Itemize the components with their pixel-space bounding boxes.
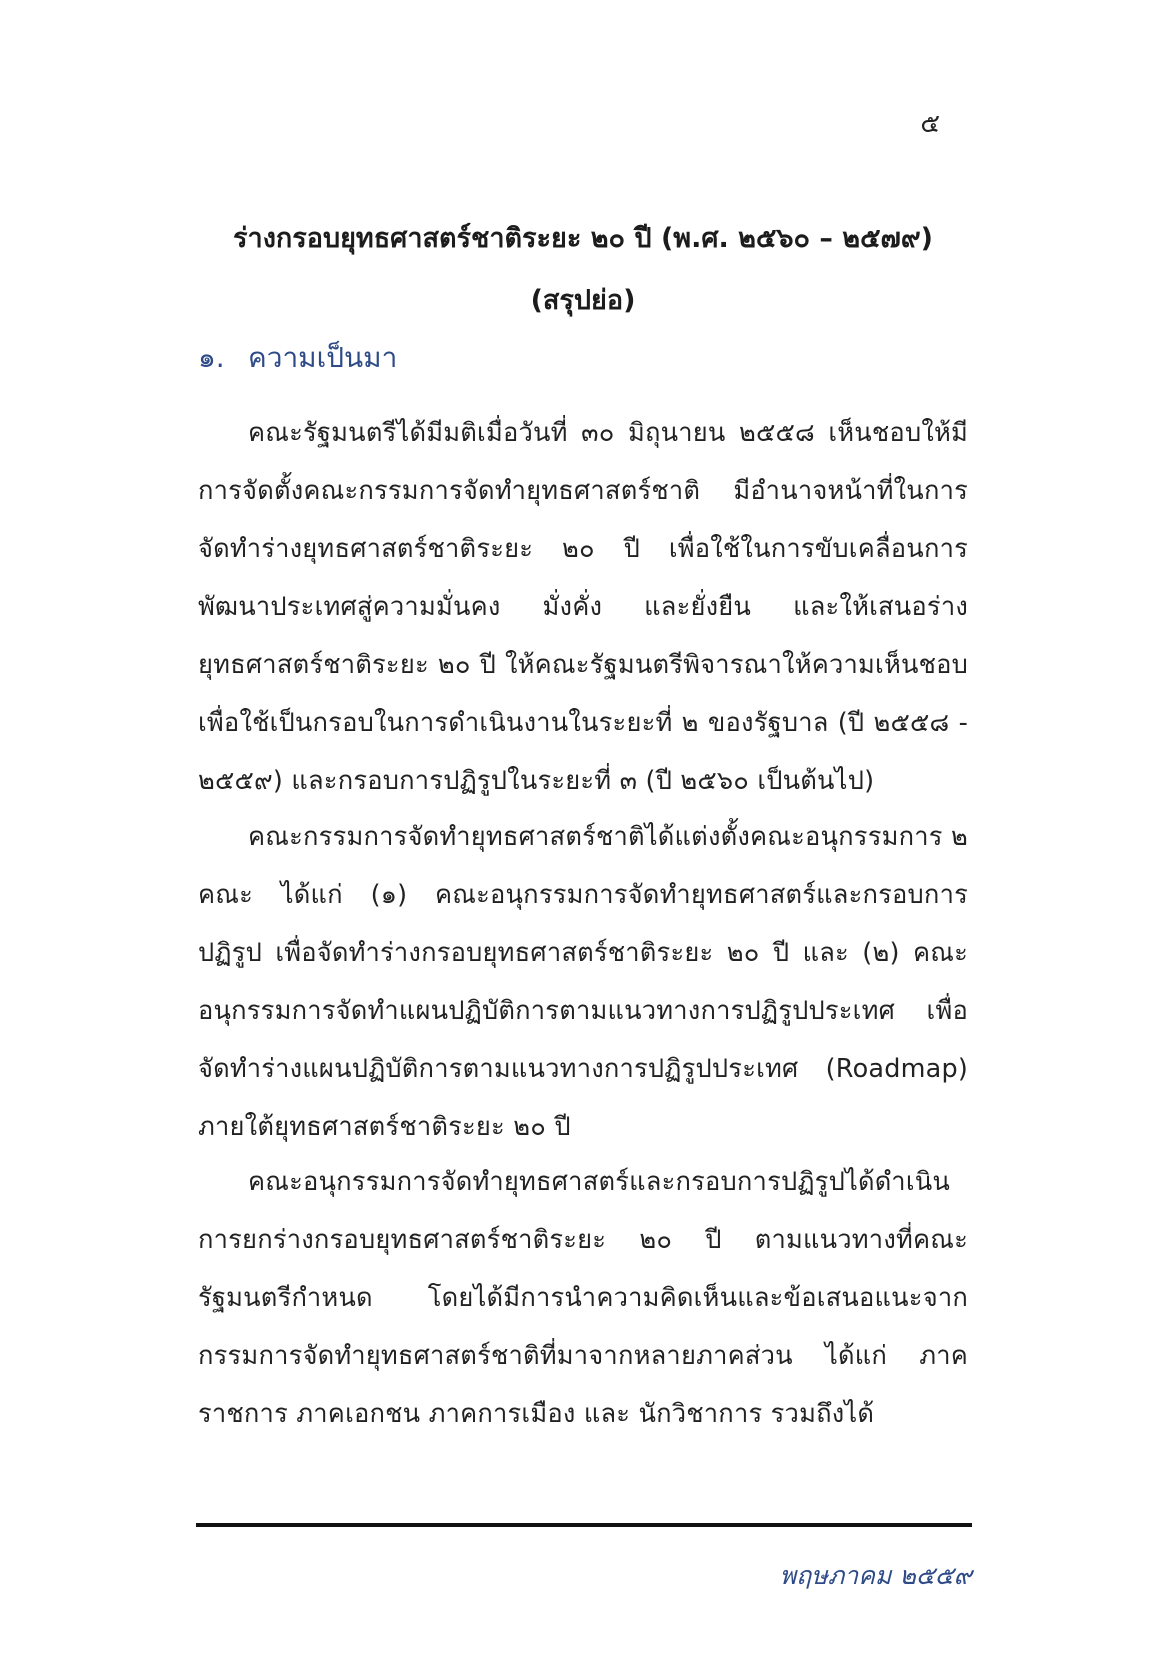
document-title-line-2: (สรุปย่อ) [530, 285, 636, 316]
section-title: ความเป็นมา [248, 341, 398, 374]
document-title-line-1: ร่างกรอบยุทธศาสตร์ชาติระยะ ๒๐ ปี (พ.ศ. ๒๕๖๐ – ๒๕๗๙) [233, 223, 933, 254]
paragraph-3: คณะอนุกรรมการจัดทำยุทธศาสตร์และกรอบการปฏิรูปได้ดำเนินการยกร่างกรอบยุทธศาสตร์ชาติระยะ ๒๐ ปี ตามแนวทางที่คณะรัฐมนตรีกำหนด โดยได้มีการนำความคิดเห็นและข้อเสนอแนะจากกรรมการจัดทำยุทธศาสตร์ชาติที่มาจากหลายภาคส่วน ได้แก่ ภาคราชการ ภาคเอกชน ภาคการเมือง และ นักวิชาการ รวมถึงได้ [198, 1167, 968, 1429]
paragraph-1-block [198, 404, 968, 810]
paragraph-2: คณะกรรมการจัดทำยุทธศาสตร์ชาติได้แต่งตั้งคณะอนุกรรมการ ๒ คณะ ได้แก่ (๑) คณะอนุกรรมการจัดทำยุทธศาสตร์และกรอบการปฏิรูป เพื่อจัดทำร่างกรอบยุทธศาสตร์ชาติระยะ ๒๐ ปี และ (๒) คณะอนุกรรมการจัดทำแผนปฏิบัติการตามแนวทางการปฏิรูปประเทศ เพื่อจัดทำร่างแผนปฏิบัติการตามแนวทางการปฏิรูปประเทศ (Roadmap) ภายใต้ยุทธศาสตร์ชาติระยะ ๒๐ ปี [198, 822, 968, 1142]
paragraph-2-block [198, 808, 968, 1156]
footer-divider [196, 1523, 972, 1527]
section-heading [198, 336, 397, 380]
paragraph-3-block [198, 1153, 968, 1443]
footer-date: พฤษภาคม ๒๕๕๙ [779, 1561, 972, 1590]
section-number: ๑. [198, 341, 225, 374]
paragraph-1: คณะรัฐมนตรีได้มีมติเมื่อวันที่ ๓๐ มิถุนายน ๒๕๕๘ เห็นชอบให้มีการจัดตั้งคณะกรรมการจัดทำยุทธศาสตร์ชาติ มีอำนาจหน้าที่ในการจัดทำร่างยุทธศาสตร์ชาติระยะ ๒๐ ปี เพื่อใช้ในการขับเคลื่อนการพัฒนาประเทศสู่ความมั่นคง มั่งคั่ง และยั่งยืน และให้เสนอร่างยุทธศาสตร์ชาติระยะ ๒๐ ปี ให้คณะรัฐมนตรีพิจารณาให้ความเห็นชอบเพื่อใช้เป็นกรอบในการดำเนินงานในระยะที่ ๒ ของรัฐบาล (ปี ๒๕๕๘ - ๒๕๕๙) และกรอบการปฏิรูปในระยะที่ ๓ (ปี ๒๕๖๐ เป็นต้นไป) [198, 418, 968, 796]
document-title [0, 208, 1166, 332]
page-number: ๕ [920, 109, 940, 139]
